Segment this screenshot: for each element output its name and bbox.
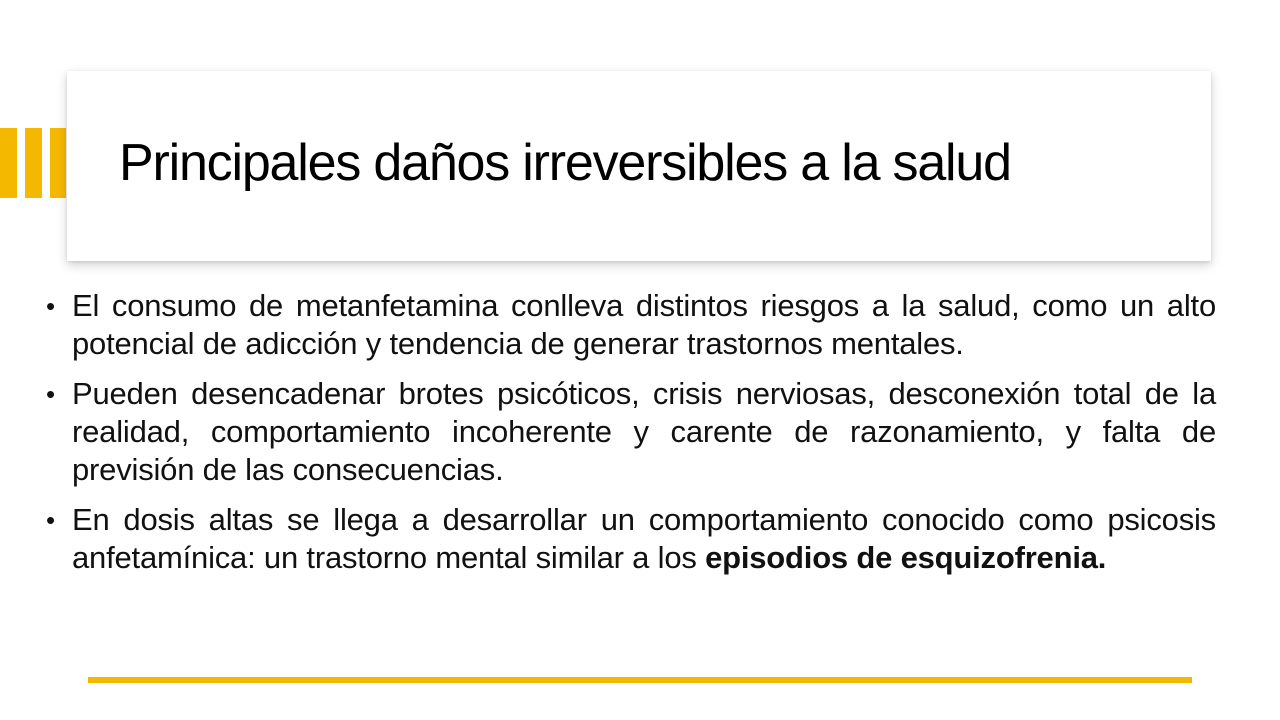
bullet-bold-text: episodios de esquizofrenia. xyxy=(705,540,1107,575)
accent-bar xyxy=(25,128,42,198)
bullet-item xyxy=(44,501,1216,577)
bottom-accent-rule xyxy=(88,677,1192,683)
title-card xyxy=(67,71,1211,261)
accent-bars-decoration xyxy=(0,128,66,198)
bullet-dot-icon: • xyxy=(46,291,55,321)
bullet-dot-icon: • xyxy=(46,379,55,409)
bullet-dot-icon: • xyxy=(46,505,55,535)
bullet-text: En dosis altas se llega a desarrollar un comportamiento conocido como psicosis anfetamínica: un trastorno mental similar a los xyxy=(72,502,1216,575)
bullet-item xyxy=(44,375,1216,489)
accent-bar xyxy=(50,128,66,198)
slide-title: Principales daños irreversibles a la salud xyxy=(119,134,1011,192)
accent-bar xyxy=(0,128,17,198)
bullet-list xyxy=(44,287,1216,589)
bullet-text: Pueden desencadenar brotes psicóticos, crisis nerviosas, desconexión total de la realidad, comportamiento incoherente y carente de razonamiento, y falta de previsión de las consecuencias. xyxy=(72,376,1216,487)
bullet-item xyxy=(44,287,1216,363)
bullet-text: El consumo de metanfetamina conlleva distintos riesgos a la salud, como un alto potencial de adicción y tendencia de generar trastornos mentales. xyxy=(72,288,1216,361)
